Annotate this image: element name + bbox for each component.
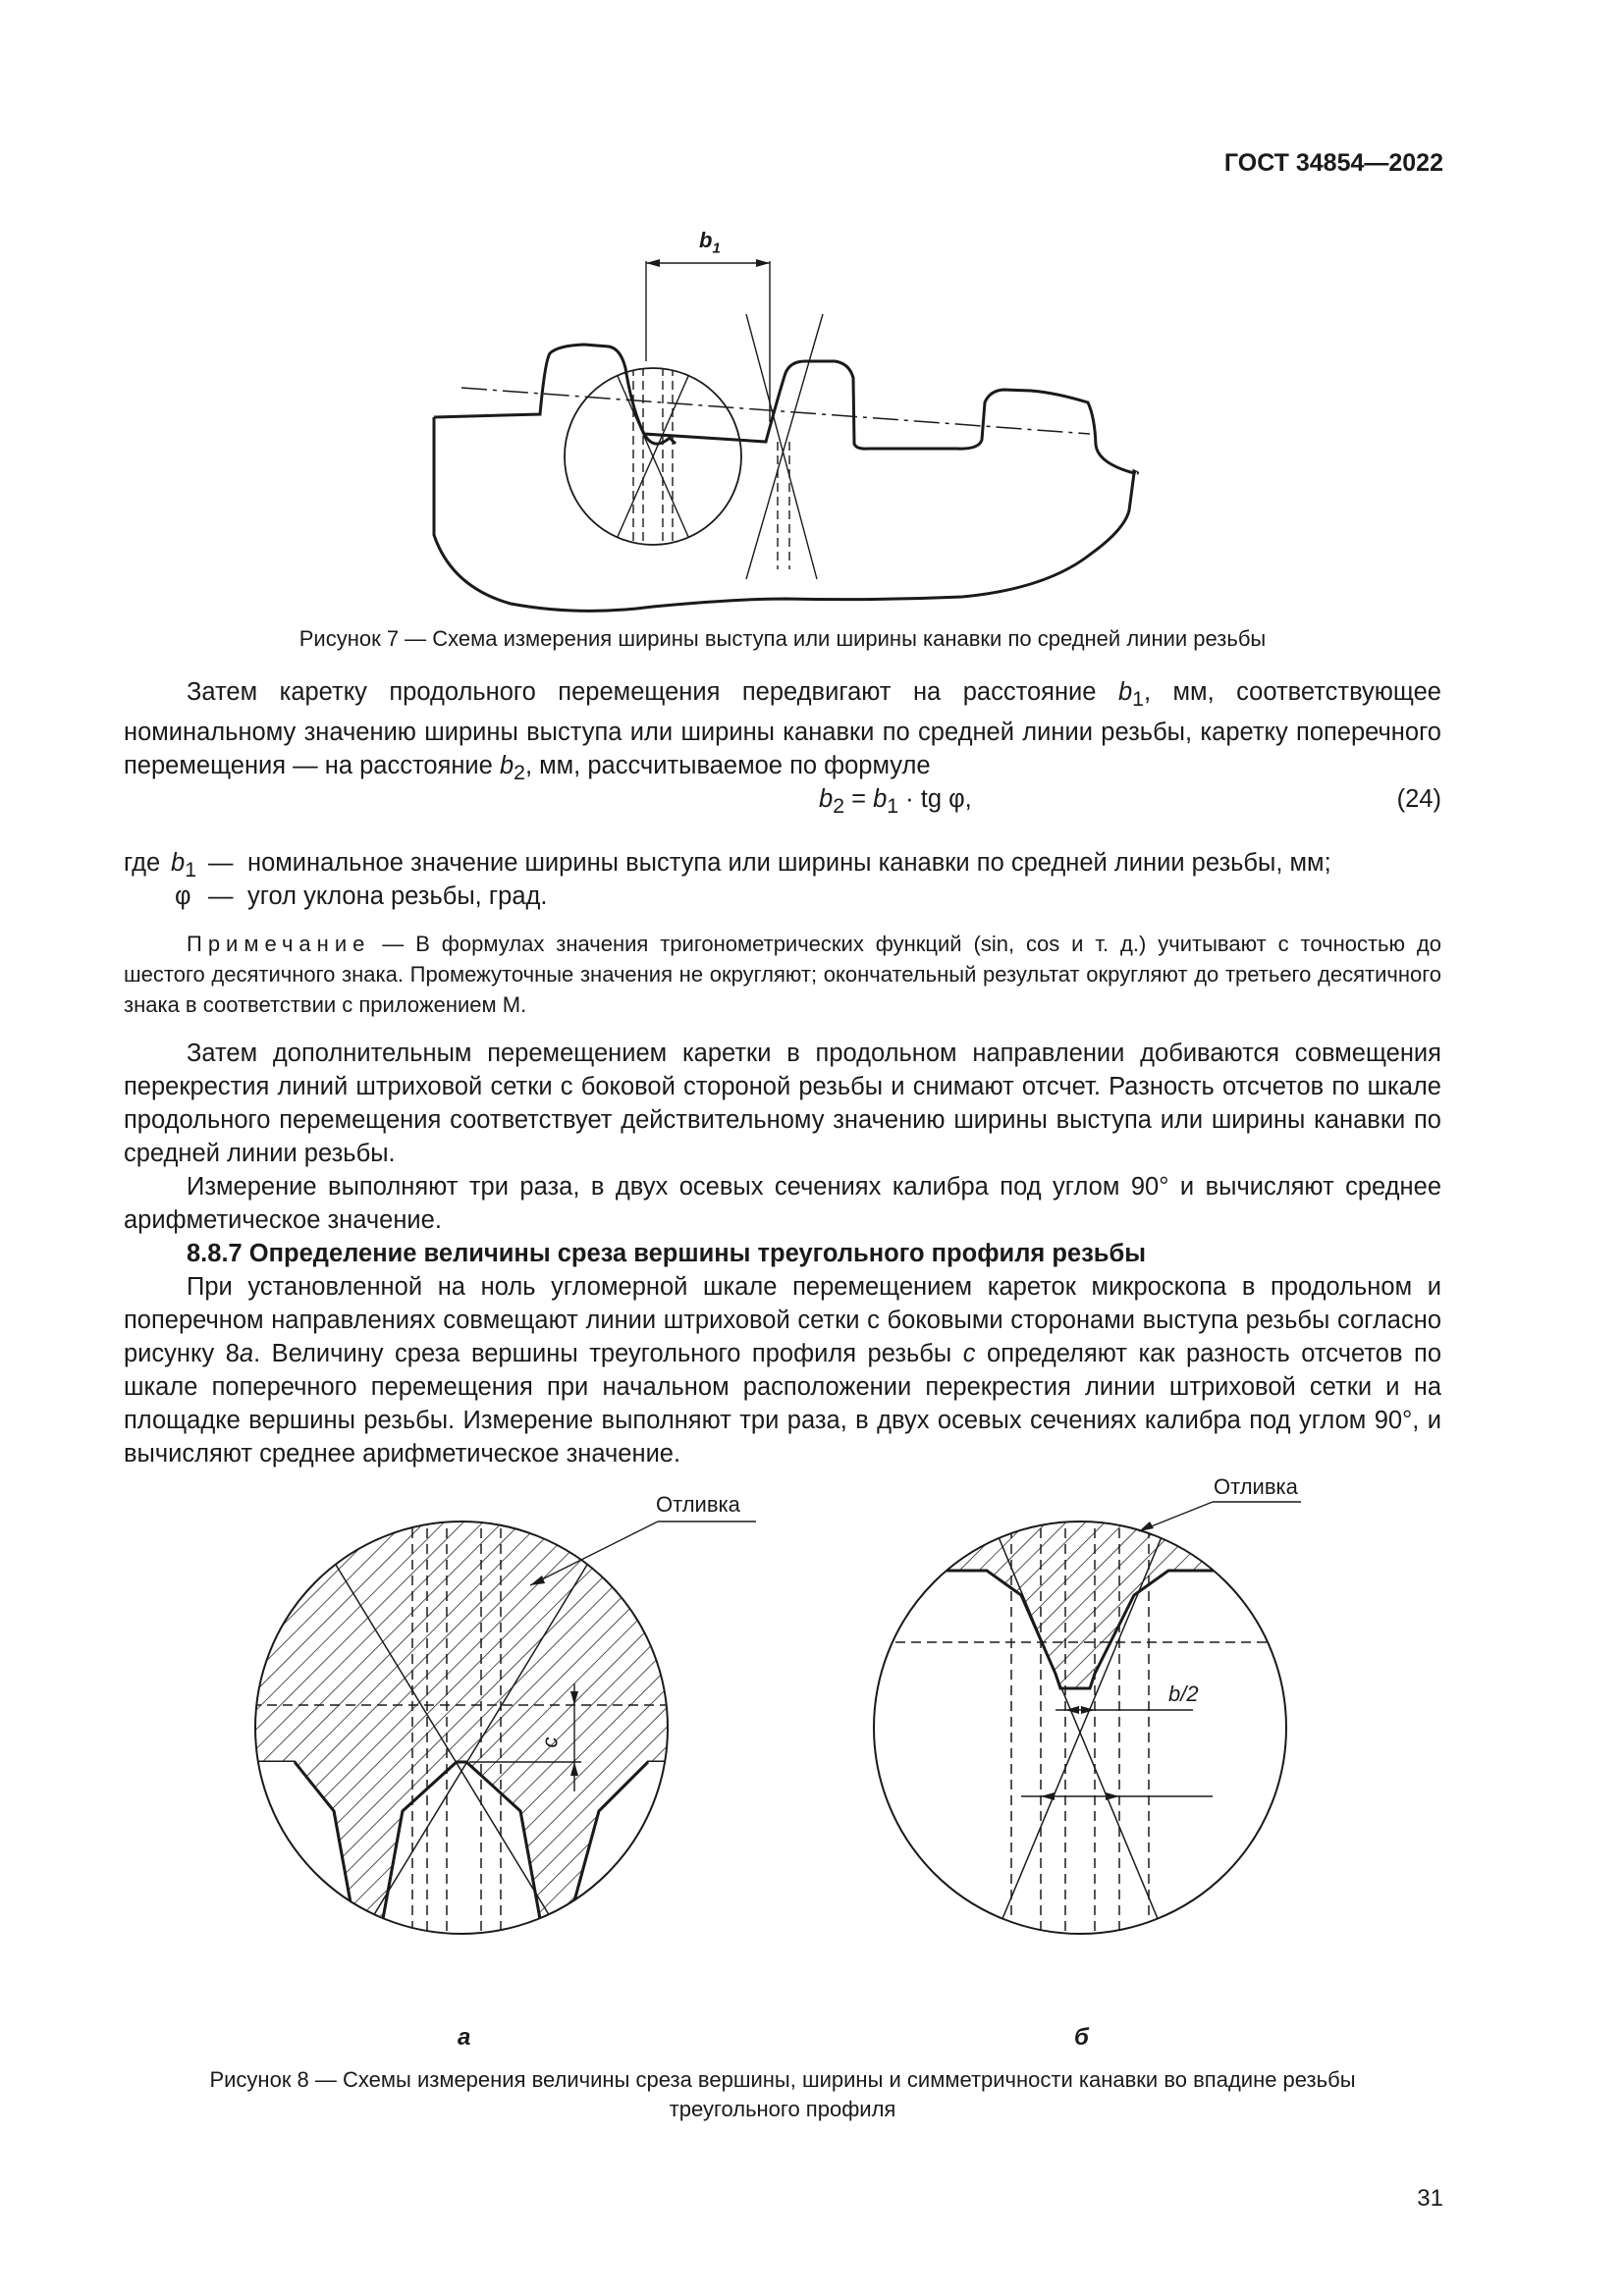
paragraph-4: При установленной на ноль угломерной шкале перемещением кареток микроскопа в продольном и поперечном направлениях совмещают линии штриховой сетки с боковыми сторонами выступа резьбы согласно рисунку 8а. Величину среза вершины треугольного профиля резьбы с определяют как разность отсчетов по шкале поперечного перемещения при начальном расположении перекрестия линии штриховой сетки и на площадке вершины резьбы. Измерение выполняют три раза, в двух осевых сечениях калибра под углом 90°, и вычисляют среднее арифметическое значение. [124,1273,1442,1468]
legend-item-b1: где $b_1$ — номинальное значение ширины выступа или ширины канавки по средней линии резьбы, мм; [124,849,1331,882]
subfigure-label-b: б [1074,2024,1089,2051]
dimension-b2-label: b/2 [1168,1682,1199,1706]
paragraph-2: Затем дополнительным перемещением каретки в продольном направлении добиваются совмещения перекрестия линий штриховой сетки с боковой стороной резьбы и снимают отсчет. Разность отсчетов по шкале продольного перемещения соответствует действительному значению ширины выступа или ширины канавки по средней линии резьбы. [124,1040,1441,1167]
note-label: Примечание [187,932,371,956]
casting-label-a: Отливка [656,1492,740,1517]
note: Примечание — В формулах значения тригонометрических функций (sin, cos и т. д.) учитывают с точностью до шестого десятичного знака. Промежуточные значения не округляют; окончательный результат округляют до третьего десятичного знака в соответствии с приложением М. [124,932,1441,1017]
figure-8-diagram [236,1477,1335,2027]
document-id: ГОСТ 34854—2022 [1223,149,1443,177]
figure-7-diagram [412,216,1159,618]
legend-item-phi: φ — угол уклона резьбы, град. [175,882,548,910]
casting-label-b: Отливка [1214,1474,1298,1499]
figure-8-caption: Рисунок 8 — Схемы измерения величины среза вершины, ширины и симметричности канавки во впадине резьбы треугольного профиля [209,2067,1356,2121]
formula-number: (24) [1396,785,1441,813]
figure-7-caption: Рисунок 7 — Схема измерения ширины выступа или ширины канавки по средней линии резьбы [298,626,1267,651]
paragraph-3: Измерение выполняют три раза, в двух осевых сечениях калибра под углом 90° и вычисляют среднее арифметическое значение. [124,1173,1441,1234]
subfigure-label-a: а [458,2024,471,2051]
dimension-b1-label: $b_1$ [699,228,721,257]
page-number: 31 [1417,2185,1443,2212]
dimension-c-label: c [537,1736,563,1748]
formula-legend [124,846,1441,913]
formula-24: $b_2 = b_1$ · tg φ, (24) [819,785,1441,819]
section-heading-8-8-7: 8.8.7 Определение величины среза вершины треугольного профиля резьбы [187,1240,1146,1267]
paragraph-1: Затем каретку продольного перемещения передвигают на расстояние $b_1$, мм, соответствующее номинальному значению ширины выступа или ширины канавки по средней линии резьбы, каретку поперечного перемещения — на расстояние $b_2$, мм, рассчитываемое по формуле [124,678,1441,785]
